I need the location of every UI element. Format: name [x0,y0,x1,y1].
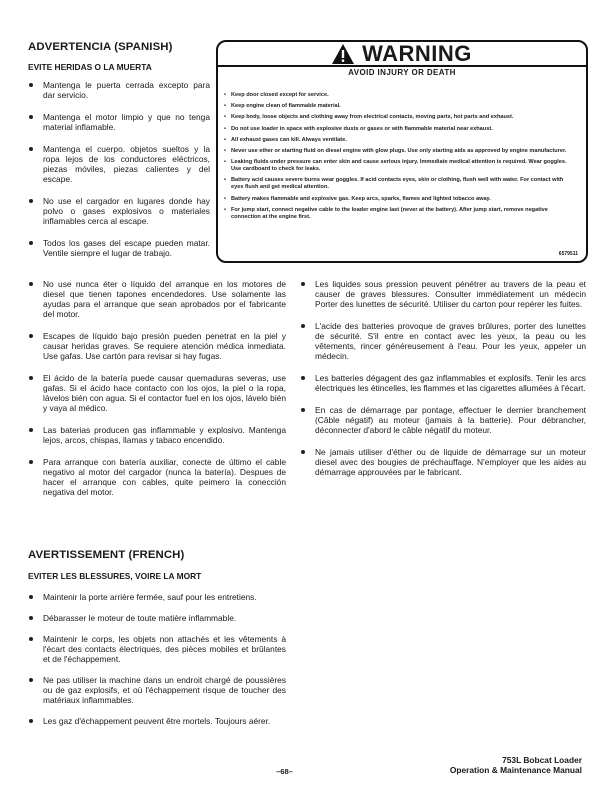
bullet-icon [29,678,33,682]
list-item: • All exhaust gases can kill. Always ventilate. [224,137,574,144]
bullet-icon [301,324,305,328]
list-item: Maintenir le corps, les objets non attachés et les vêtements à l'écart des contacts électriques, des pièces mobiles et brûlantes et de l'échappement. [28,634,286,664]
list-item: • Leaking fluids under pressure can enter skin and cause serious injury. Immediate medical attention is required. Wear goggles. Use cardboard to check for leaks. [224,159,574,173]
spanish-section-title: ADVERTENCIA (SPANISH) [28,41,173,53]
list-item: • Battery acid causes severe burns wear goggles. If acid contacts eyes, skin or clothing, flush well with water. For contact with eyes flush and get medical attention. [224,177,574,191]
list-item: • Do not use loader in space with explosive dusts or gases or with flammable material near exhaust. [224,126,574,133]
list-item: Ne jamais utiliser d'éther ou de liquide de démarrage sur un moteur diesel avec des bougies de préchauffage. N'employer que les aides au démarrage approuvées par le fabricant. [300,447,586,477]
list-item: Mantenga le puerta cerrada excepto para dar servicio. [28,80,210,100]
bullet-icon [29,115,33,119]
bullet-icon [301,376,305,380]
bullet-icon [29,616,33,620]
list-item: Les liquides sous pression peuvent pénétrer au travers de la peau et causer de graves blessures. Consulter immédiatement un médecin Porter des lunettes de sécurité. Utiliser du carton pour repérer les fuites. [300,279,586,309]
list-item: Las baterias producen gas inflammable y explosivo. Mantenga lejos, arcos, chispas, llamas y tabaco encendido. [28,425,286,445]
bullet-icon [29,199,33,203]
footer-model: 753L Bobcat Loader [502,755,582,765]
list-item: El ácido de la batería puede causar quemaduras severas, use gafas. Si el ácido hace contacto con los ojos, la piel o la ropa, lávelos bién con agua. Si el contactor fuel en los ojos, lávelo bién y vaya al médico. [28,373,286,413]
list-item: • Keep body, loose objects and clothing away from electrical contacts, moving parts, hot parts and exhaust. [224,114,574,121]
warning-decal-subheader: AVOID INJURY OR DEATH [348,68,456,77]
french-section-subtitle: EVITER LES BLESSURES, VOIRE LA MORT [28,571,202,581]
list-item: Mantenga el cuerpo. objetos sueltos y la ropa lejos de los conductores eléctricos, piezas móviles, piezas calientes y del escape. [28,144,210,184]
bullet-icon [29,334,33,338]
spanish-section-subtitle: EVITE HERIDAS O LA MUERTA [28,62,152,72]
list-item: En cas de démarrage par pontage, effectuer le dernier branchement (Câble négatif) au moteur (jamais à la batterie). Pour débrancher, déconnecter d'abord le câble négatif du moteur. [300,405,586,435]
bullet-icon [29,241,33,245]
bullet-icon [29,83,33,87]
bullet-icon [29,282,33,286]
bullet-icon [29,428,33,432]
list-item: Todos los gases del escape pueden matar. Ventile siempre el lugar de trabajo. [28,238,210,258]
warning-word: WARNING [362,40,472,66]
warning-decal-list [224,92,574,225]
bullet-icon [301,408,305,412]
french-bullet-list-right [300,279,586,477]
warning-decal-header [218,42,586,67]
bullet-icon [29,460,33,464]
footer-manual-title [450,756,582,775]
list-item: No use el cargador en lugares donde hay polvo o gases explosivos o materiales inflamables cerca al escape. [28,196,210,226]
list-item: Maintenir la porte arrière fermée, sauf pour les entretiens. [28,592,286,602]
warning-decal [216,40,588,263]
decal-part-number: 6579511 [558,251,578,257]
spanish-bullet-list-upper [28,80,210,258]
list-item: Para arranque con batería auxiliar, conecte de último el cable negativo al motor del cargador (nunca la batería). Despues de hacer el arranque con cables, quite peimero la conección negativa del motor. [28,457,286,497]
list-item: L'acide des batteries provoque de graves brûlures, porter des lunettes de sécurité. S'il entre en contact avec les yeux, la peau ou les vêtements, rincer généreusement à l'eau. Pour les yeux, appeler un médecin. [300,321,586,361]
bullet-icon [29,719,33,723]
french-section-title: AVERTISSEMENT (FRENCH) [28,549,185,561]
list-item: Ne pas utiliser la machine dans un endroit chargé de poussières ou de gaz explosifs, et où l'échappement risque de toucher des matériaux inflammables. [28,675,286,705]
footer-manual: Operation & Maintenance Manual [449,764,582,775]
bullet-icon [301,282,305,286]
french-bullet-list-left [28,592,286,726]
spanish-bullet-list-lower [28,279,286,497]
bullet-icon [29,637,33,641]
list-item: No use nunca éter o líquido del arranque en los motores de diesel que tienen tapones encendedores. Use solamente las ayudas para el arranque que sean aprobados por el fabricante del motor. [28,279,286,319]
list-item: Les batteries dégagent des gaz inflammables et explosifs. Tenir les arcs électriques les étincelles, les flammes et las cigarettes allumées à l'écart. [300,373,586,393]
bullet-icon [301,450,305,454]
warning-triangle-icon [332,44,354,64]
bullet-icon [29,595,33,599]
list-item: • For jump start, connect negative cable to the loader engine last (never at the battery). After jump start, remove negative connection at the engine first. [224,207,574,221]
bullet-icon [29,147,33,151]
list-item: • Never use ether or starting fluid on diesel engine with glow plugs. Use only starting aids as approved by engine manufacturer. [224,148,574,155]
list-item: Escapes de líquido bajo presión pueden penetrat en la piel y causar heridas graves. Se requiere atención médica inmediata. Use gafas. Use cartón para revisar si hay fugas. [28,331,286,361]
bullet-icon [29,376,33,380]
list-item: Débarasser le moteur de toute matière inflammable. [28,613,286,623]
page-number: –68– [276,767,293,776]
list-item: • Keep engine clean of flammable material. [224,103,574,110]
list-item: • Keep door closed except for service. [224,92,574,99]
list-item: • Battery makes flammable and explosive gas. Keep arcs, sparks, flames and lighted tobacco away. [224,196,574,203]
list-item: Mantenga el motor limpio y que no tenga material inflamable. [28,112,210,132]
list-item: Les gaz d'échappement peuvent être mortels. Toujours aérer. [28,716,286,726]
